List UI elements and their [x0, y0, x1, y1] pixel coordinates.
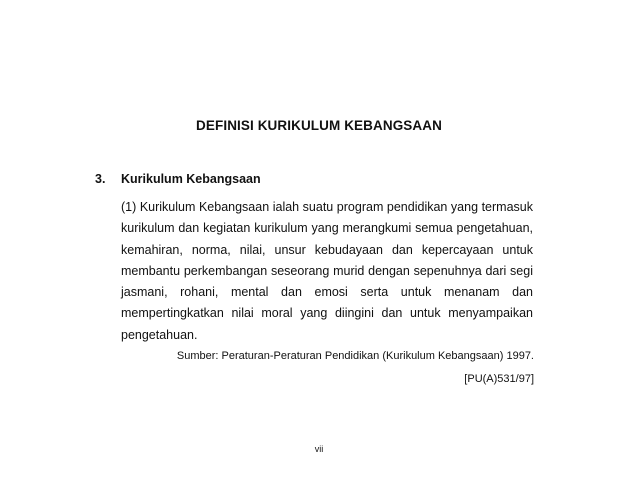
page-number: vii [314, 444, 324, 454]
section-heading [95, 172, 261, 186]
document-title: DEFINISI KURIKULUM KEBANGSAAN [196, 118, 442, 133]
definition-paragraph: (1) Kurikulum Kebangsaan ialah suatu program pendidikan yang termasuk kurikulum dan kegiatan kurikulum yang merangkumi semua pengetahuan, kemahiran, norma, nilai, unsur kebudayaan dan kepercayaan untuk membantu perkembangan seseorang murid dengan sepenuhnya dari segi jasmani, rohani, mental dan emosi serta untuk menanam dan mempertingkatkan nilai moral yang diingini dan untuk menyampaikan pengetahuan. [121, 200, 533, 342]
legal-reference: [PU(A)531/97] [464, 373, 534, 385]
section-number: 3. [95, 172, 106, 186]
section-heading-text: Kurikulum Kebangsaan [121, 172, 261, 186]
source-citation: Sumber: Peraturan-Peraturan Pendidikan (Kurikulum Kebangsaan) 1997. [176, 350, 534, 362]
